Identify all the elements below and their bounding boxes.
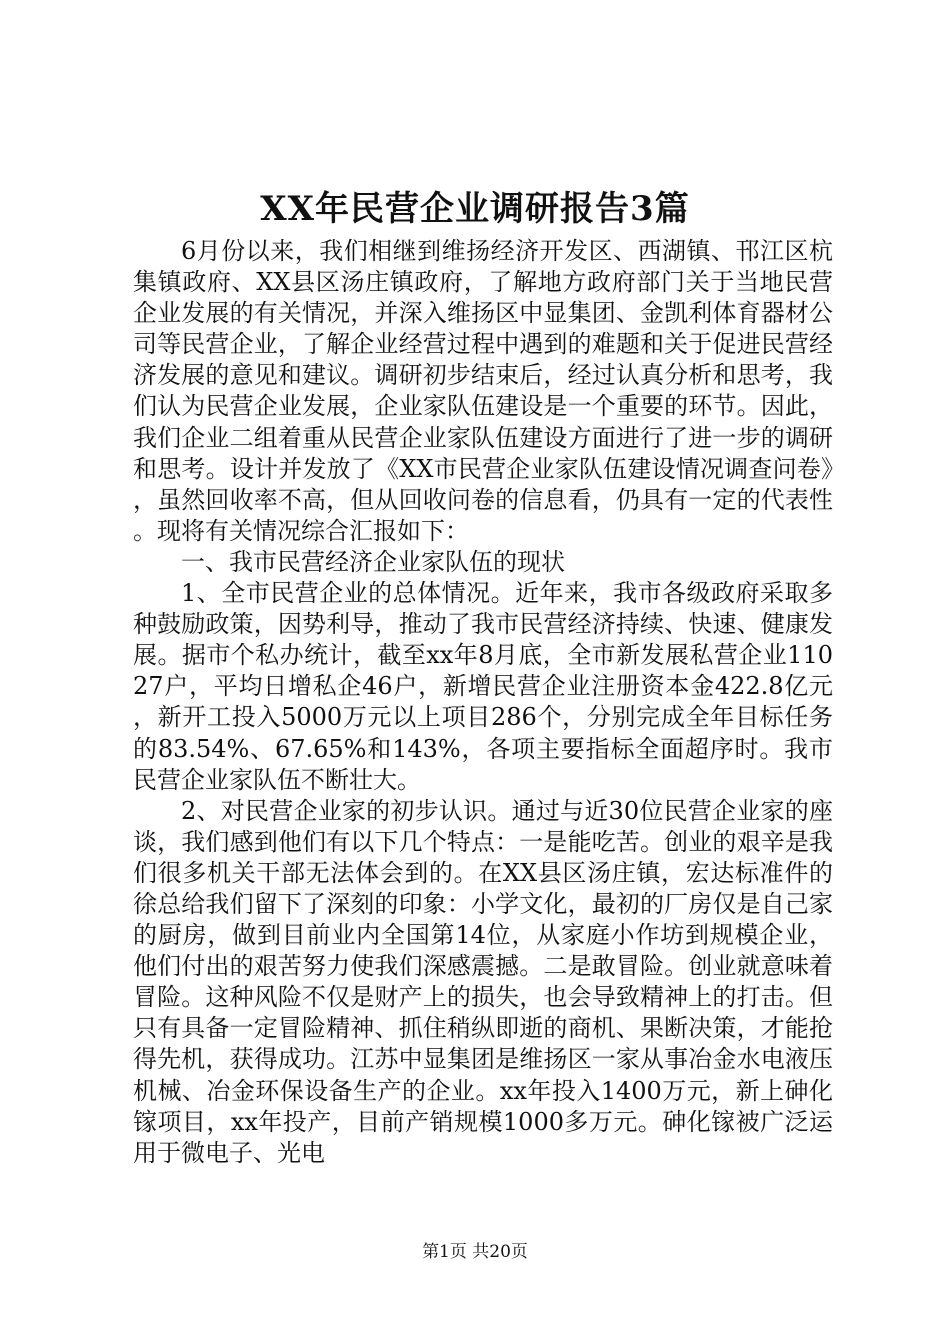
intro-paragraph: 6月份以来，我们相继到维扬经济开发区、西湖镇、邗江区杭集镇政府、XX县区汤庄镇政府，了解地方政府部门关于当地民营企业发展的有关情况，并深入维扬区中显集团、金凯利体育器材公司等民营企业，了解企业经营过程中遇到的难题和关于促进民营经济发展的意见和建议。调研初步结束后，经过认真分析和思考，我们认为民营企业发展，企业家队伍建设是一个重要的环节。因此，我们企业二组着重从民营企业家队伍建设方面进行了进一步的调研和思考。设计并发放了《XX市民营企业家队伍建设情况调查问卷》，虽然回收率不高，但从回收问卷的信息看，仍具有一定的代表性。现将有关情况综合汇报如下： xyxy=(133,237,833,545)
section-heading: 一、我市民营经济企业家队伍的现状 xyxy=(181,547,565,576)
document-body xyxy=(133,236,833,1169)
document-title: XX年民营企业调研报告3篇 xyxy=(260,189,690,229)
entrepreneur-paragraph: 2、对民营企业家的初步认识。通过与近30位民营企业家的座谈，我们感到他们有以下几个特点：一是能吃苦。创业的艰辛是我们很多机关干部无法体会到的。在XX县区汤庄镇，宏达标准件的徐总给我们留下了深刻的印象：小学文化，最初的厂房仅是自己家的厨房，做到目前业内全国第14位，从家庭小作坊到规模企业，他们付出的艰苦努力使我们深感震撼。二是敢冒险。创业就意味着冒险。这种风险不仅是财产上的损失，也会导致精神上的打击。但只有具备一定冒险精神、抓住稍纵即逝的商机、果断决策，才能抢得先机，获得成功。江苏中显集团是维扬区一家从事冶金水电液压机械、冶金环保设备生产的企业。xx年投入1400万元，新上砷化镓项目，xx年投产，目前产销规模1000多万元。砷化镓被广泛运用于微电子、光电 xyxy=(133,796,833,1167)
overview-paragraph: 1、全市民营企业的总体情况。近年来，我市各级政府采取多种鼓励政策，因势利导，推动了我市民营经济持续、快速、健康发展。据市个私办统计，截至xx年8月底，全市新发展私营企业11027户，平均日增私企46户，新增民营企业注册资本金422.8亿元，新开工投入5000万元以上项目286个，分别完成全年目标任务的83.54%、67.65%和143%，各项主要指标全面超序时。我市民营企业家队伍不断壮大。 xyxy=(133,579,833,794)
page-number: 第1页 共20页 xyxy=(422,1242,528,1262)
